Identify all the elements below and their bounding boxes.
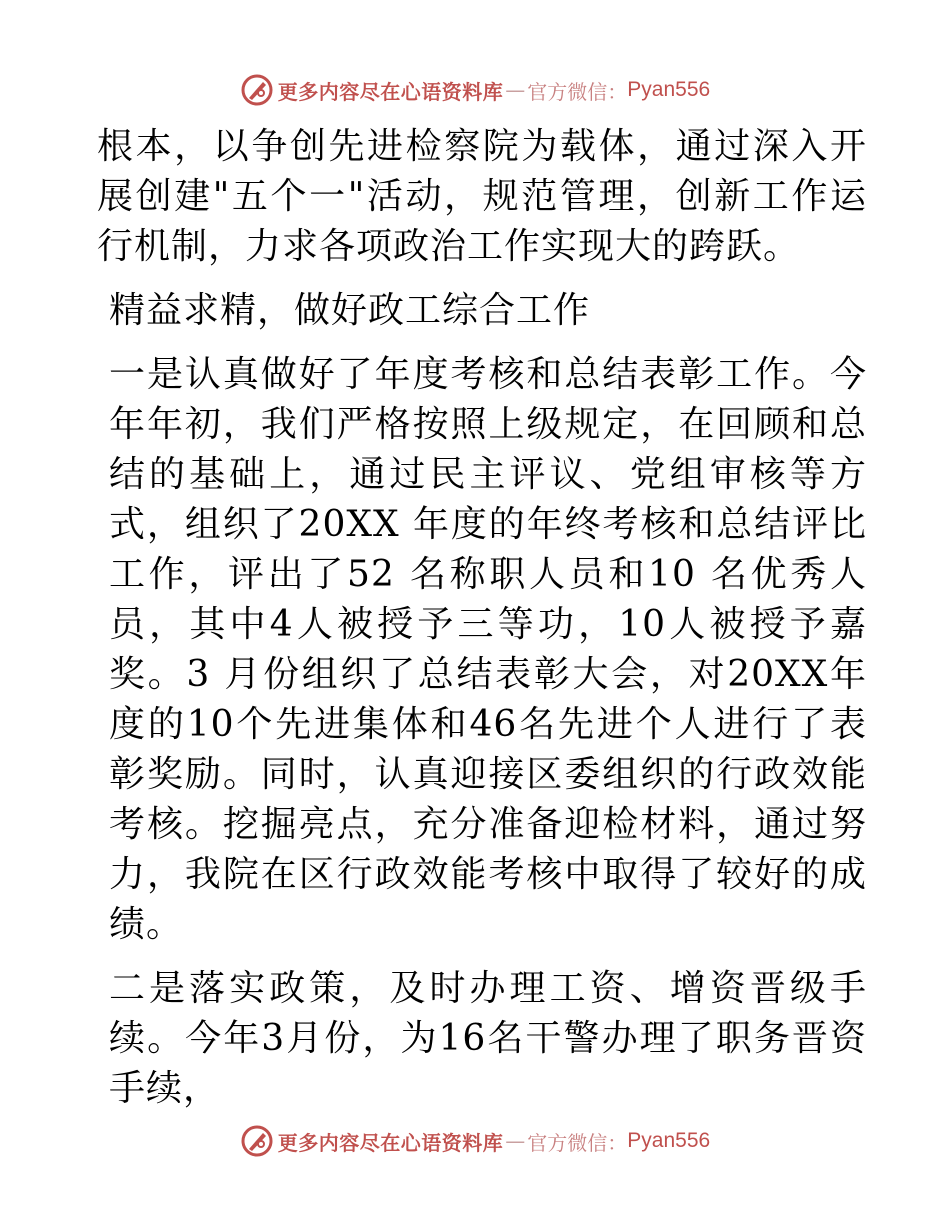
footer-banner xyxy=(0,1121,950,1161)
document-body xyxy=(97,122,867,1114)
footer-brand-text: 更多内容尽在心语资料库 xyxy=(277,1130,504,1155)
header-wechat-id: Pyan556 xyxy=(627,78,711,101)
header-brand-text: 更多内容尽在心语资料库 xyxy=(277,79,504,104)
paragraph-2: 一是认真做好了年度考核和总结表彰工作。今年年初，我们严格按照上级规定，在回顾和总结的基础上，通过民主评议、党组审核等方式，组织了20XX 年度的年终考核和总结评比工作，评出了52 名称职人员和10 名优秀人员，其中4人被授予三等功，10人被授予嘉奖。3 月份组织了总结表彰大会，对20XX年度的10个先进集体和46名先进个人进行了表彰奖励。同时，认真迎接区委组织的行政效能考核。挖掘亮点，充分准备迎检材料，通过努力，我院在区行政效能考核中取得了较好的成绩。 xyxy=(109,354,867,945)
paragraph-1: 根本，以争创先进检察院为载体，通过深入开展创建"五个一"活动，规范管理，创新工作运行机制，力求各项政治工作实现大的跨跃。 xyxy=(97,126,867,267)
header-wechat-label: 官方微信： xyxy=(527,79,628,104)
footer-wechat-id: Pyan556 xyxy=(627,1129,711,1152)
paragraph-3: 二是落实政策，及时办理工资、增资晋级手续。今年3月份，为16名干警办理了职务晋资手续， xyxy=(109,968,867,1109)
header-separator: — xyxy=(505,78,526,102)
brand-logo-icon xyxy=(240,1124,274,1158)
footer-separator: — xyxy=(505,1129,526,1153)
footer-wechat-label: 官方微信： xyxy=(527,1130,628,1155)
section-heading: 精益求精，做好政工综合工作 xyxy=(109,290,591,331)
brand-logo-icon xyxy=(240,73,274,107)
header-banner xyxy=(0,70,950,110)
